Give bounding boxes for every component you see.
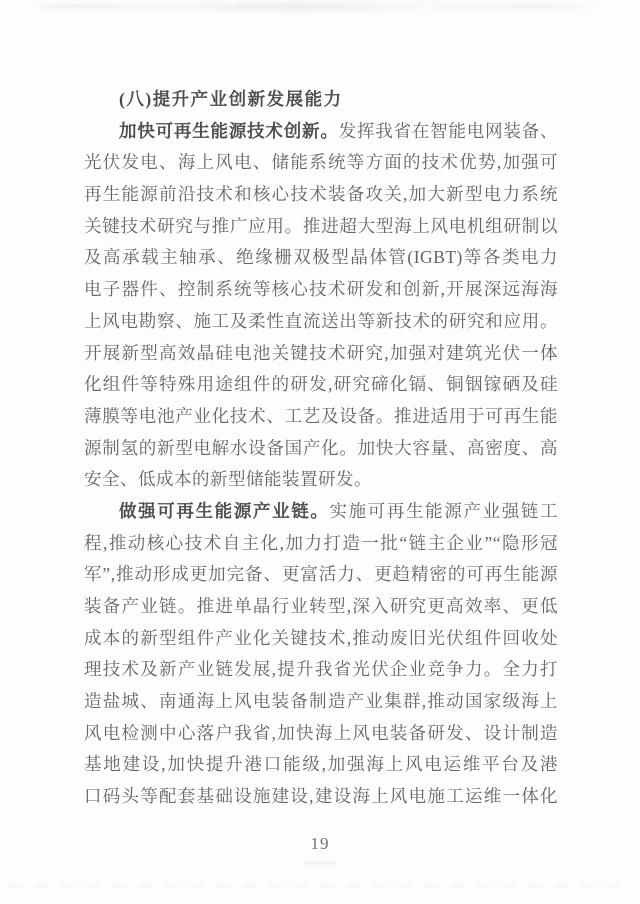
scan-artifact-top [36, 2, 611, 11]
text-line [84, 496, 558, 528]
line-text: 风电检测中心落户我省,加快海上风电装备研发、设计制造 [84, 722, 558, 743]
line-text: 程,推动核心技术自主化,加力打造一批“链主企业”“隐形冠 [84, 532, 558, 553]
line-text: 开展新型高效晶硅电池关键技术研究,加强对建筑光伏一体 [84, 342, 558, 363]
line-text: 化组件等特殊用途组件的研发,研究碲化镉、铜铟镓硒及硅 [84, 374, 558, 395]
line-text: 造盐城、南通海上风电装备制造产业集群,推动国家级海上 [84, 691, 558, 712]
text-line [84, 179, 558, 211]
section-heading [84, 84, 558, 116]
text-line [84, 116, 558, 148]
line-text: 发挥我省在智能电网装备、 [338, 120, 559, 141]
line-text: 关键技术研究与推广应用。推进超大型海上风电机组研制以 [84, 215, 558, 236]
paragraph-lead: 做强可再生能源产业链。 [119, 500, 330, 521]
text-line [84, 338, 558, 370]
line-text: 理技术及新产业链发展,提升我省光伏企业竞争力。全力打 [84, 659, 558, 680]
scan-artifact-bottom [8, 884, 632, 887]
text-line [84, 147, 558, 179]
text-line [84, 433, 558, 465]
page-number: 19 [310, 834, 330, 853]
document-body [84, 84, 558, 813]
line-text: 上风电勘察、施工及柔性直流送出等新技术的研究和应用。 [84, 310, 558, 331]
line-text: 军”,推动形成更加完备、更富活力、更趋精密的可再生能源 [84, 564, 558, 585]
text-line [84, 528, 558, 560]
line-text: 光伏发电、海上风电、储能系统等方面的技术优势,加强可 [84, 152, 558, 173]
line-text: 成本的新型组件产业化关键技术,推动废旧光伏组件回收处 [84, 627, 558, 648]
text-line [84, 464, 558, 496]
text-line [84, 623, 558, 655]
text-line [84, 749, 558, 781]
text-line [84, 401, 558, 433]
scan-artifact-under-page-number [303, 862, 337, 864]
line-text: 源制氢的新型电解水设备国产化。加快大容量、高密度、高 [84, 437, 558, 458]
line-text: (八)提升产业创新发展能力 [119, 89, 343, 109]
paragraph-lead: 加快可再生能源技术创新。 [119, 120, 339, 141]
line-text: 装备产业链。推进单晶行业转型,深入研究更高效率、更低 [84, 596, 558, 616]
line-text: 及高承载主轴承、绝缘栅双极型晶体管(IGBT)等各类电力 [84, 247, 558, 268]
text-line [84, 369, 558, 401]
text-line [84, 211, 558, 243]
line-text: 实施可再生能源产业强链工 [329, 500, 558, 521]
text-line [84, 686, 558, 718]
text-line [84, 306, 558, 338]
line-text: 薄膜等电池产业化技术、工艺及设备。推进适用于可再生能 [84, 405, 558, 426]
text-line [84, 591, 558, 623]
line-text: 安全、低成本的新型储能装置研发。 [84, 469, 372, 490]
line-text: 再生能源前沿技术和核心技术装备攻关,加大新型电力系统 [84, 184, 558, 205]
line-text: 基地建设,加快提升港口能级,加强海上风电运维平台及港 [84, 754, 558, 775]
text-line [84, 781, 558, 813]
text-line [84, 718, 558, 750]
text-line [84, 274, 558, 306]
text-line [84, 654, 558, 686]
line-text: 电子器件、控制系统等核心技术研发和创新,开展深远海海 [84, 279, 558, 300]
text-line [84, 559, 558, 591]
text-line [84, 242, 558, 274]
line-text: 口码头等配套基础设施建设,建设海上风电施工运维一体化 [84, 786, 558, 807]
